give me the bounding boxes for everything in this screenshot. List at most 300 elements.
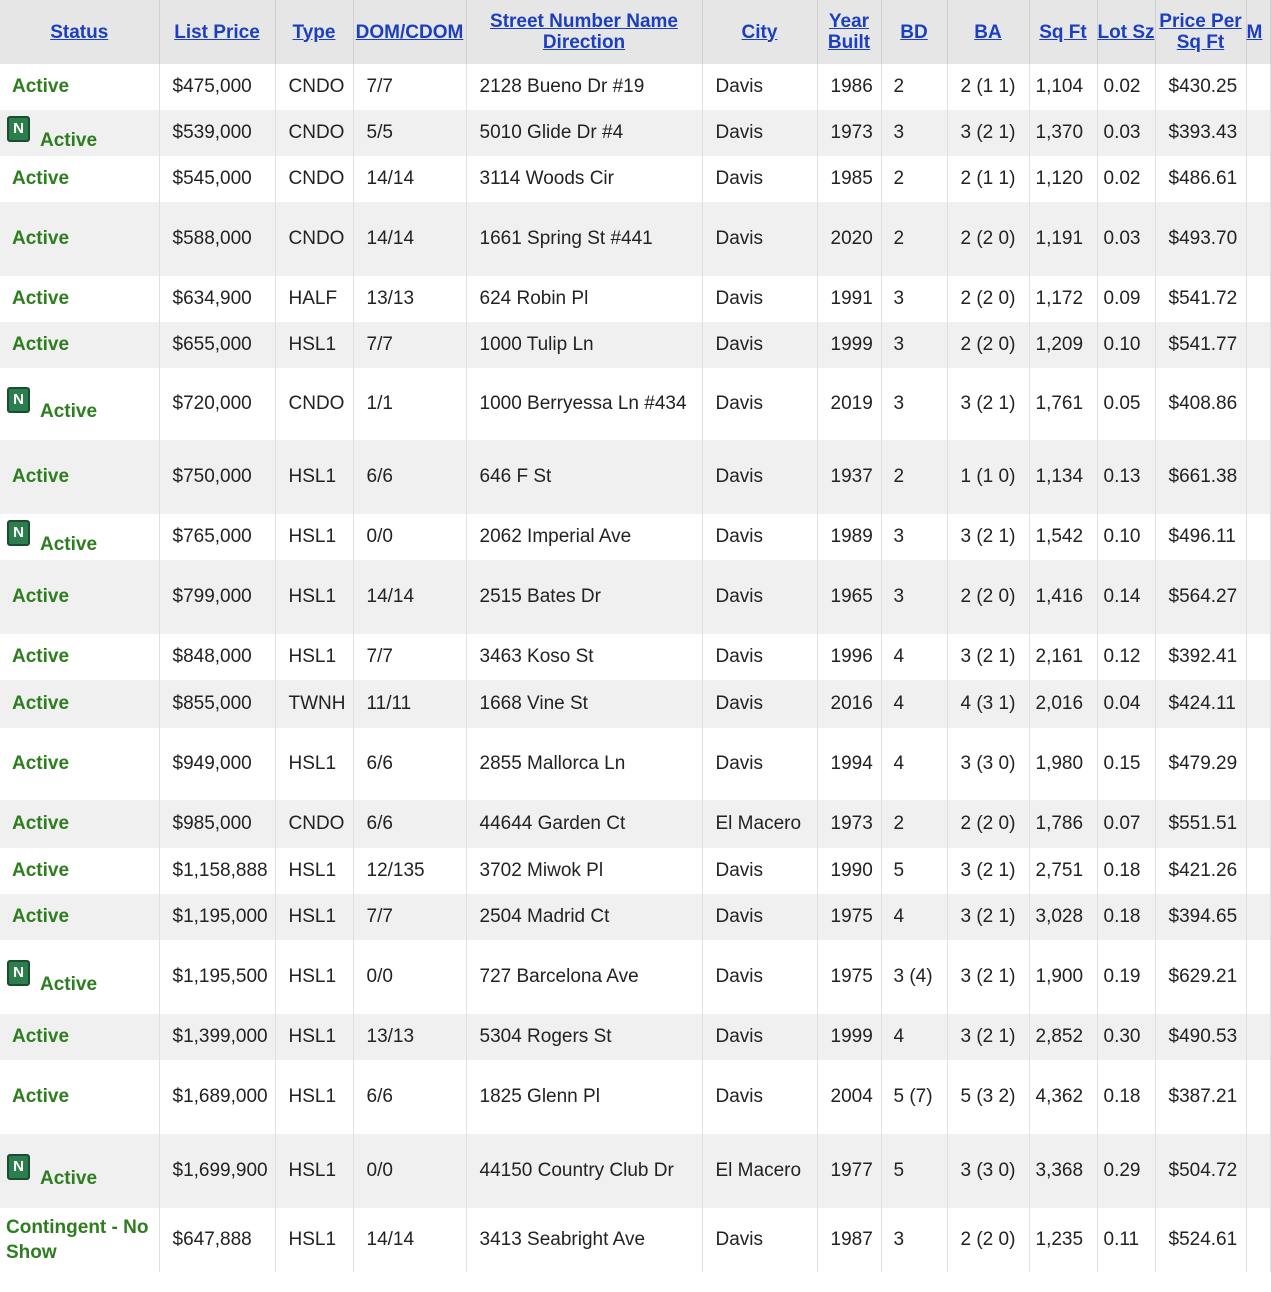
city-cell: Davis (702, 202, 817, 276)
list-price-cell: $1,158,888 (159, 848, 275, 894)
lot-size-cell: 0.18 (1097, 1060, 1155, 1134)
city-cell: Davis (702, 634, 817, 680)
table-row[interactable] (0, 848, 1270, 894)
type-cell: HSL1 (275, 1208, 353, 1272)
sort-ba-header[interactable]: BA (947, 0, 1029, 64)
city-cell: Davis (702, 728, 817, 800)
status-text: Active (40, 130, 98, 151)
status-cell (0, 560, 159, 634)
sort-status-header[interactable]: Status (0, 0, 159, 64)
ba-cell: 3 (2 1) (947, 514, 1029, 560)
status-text: Active (40, 401, 98, 422)
lot-size-cell: 0.18 (1097, 848, 1155, 894)
bd-cell: 3 (881, 514, 947, 560)
status-text: Active (12, 586, 70, 607)
type-cell: CNDO (275, 110, 353, 156)
street-address-cell: 44150 Country Club Dr (466, 1134, 702, 1208)
status-cell (0, 440, 159, 514)
street-address-cell: 727 Barcelona Ave (466, 940, 702, 1014)
extra-cell (1246, 156, 1270, 202)
ba-cell: 2 (2 0) (947, 276, 1029, 322)
year-built-cell: 2016 (817, 680, 881, 728)
bd-cell: 4 (881, 680, 947, 728)
table-row[interactable] (0, 1134, 1270, 1208)
dom-cell: 0/0 (353, 1134, 466, 1208)
status-text: Active (12, 168, 70, 189)
city-cell: Davis (702, 110, 817, 156)
lot-size-cell: 0.13 (1097, 440, 1155, 514)
bd-cell: 3 (881, 560, 947, 634)
year-built-cell: 1975 (817, 894, 881, 940)
year-built-cell: 1990 (817, 848, 881, 894)
status-text: Active (40, 534, 98, 555)
ba-cell: 1 (1 0) (947, 440, 1029, 514)
sqft-cell: 1,980 (1029, 728, 1097, 800)
extra-cell (1246, 64, 1270, 110)
table-row[interactable] (0, 156, 1270, 202)
price-per-sqft-cell: $392.41 (1155, 634, 1246, 680)
new-listing-badge-wrap (7, 1158, 98, 1189)
status-cell (0, 202, 159, 276)
dom-cell: 14/14 (353, 202, 466, 276)
list-price-cell: $475,000 (159, 64, 275, 110)
street-address-cell: 3463 Koso St (466, 634, 702, 680)
status-text: Active (12, 1086, 70, 1107)
price-per-sqft-cell: $629.21 (1155, 940, 1246, 1014)
dom-cell: 6/6 (353, 728, 466, 800)
price-per-sqft-cell: $387.21 (1155, 1060, 1246, 1134)
sort-street-header[interactable]: Street Number Name Direction (466, 0, 702, 64)
table-row[interactable] (0, 894, 1270, 940)
price-per-sqft-cell: $408.86 (1155, 368, 1246, 440)
extra-cell (1246, 276, 1270, 322)
ba-cell: 3 (2 1) (947, 368, 1029, 440)
city-cell: Davis (702, 894, 817, 940)
lot-size-cell: 0.02 (1097, 64, 1155, 110)
table-row[interactable] (0, 800, 1270, 848)
dom-cell: 13/13 (353, 1014, 466, 1060)
dom-cell: 6/6 (353, 1060, 466, 1134)
year-built-cell: 1937 (817, 440, 881, 514)
dom-cell: 6/6 (353, 440, 466, 514)
dom-cell: 0/0 (353, 514, 466, 560)
status-text: Contingent - No Show (6, 1217, 149, 1263)
type-cell: HSL1 (275, 1134, 353, 1208)
status-cell (0, 800, 159, 848)
bd-cell: 4 (881, 728, 947, 800)
new-listing-badge-wrap (7, 964, 98, 995)
year-built-cell: 2020 (817, 202, 881, 276)
sqft-cell: 1,120 (1029, 156, 1097, 202)
table-row[interactable] (0, 1208, 1270, 1272)
status-text: Active (12, 76, 70, 97)
type-cell: HSL1 (275, 634, 353, 680)
bd-cell: 2 (881, 800, 947, 848)
lot-size-cell: 0.30 (1097, 1014, 1155, 1060)
lot-size-cell: 0.04 (1097, 680, 1155, 728)
type-cell: CNDO (275, 368, 353, 440)
dom-cell: 14/14 (353, 1208, 466, 1272)
city-cell: Davis (702, 560, 817, 634)
lot-size-cell: 0.10 (1097, 322, 1155, 368)
ba-cell: 4 (3 1) (947, 680, 1029, 728)
status-cell (0, 110, 159, 156)
list-price-cell: $985,000 (159, 800, 275, 848)
ba-cell: 3 (3 0) (947, 728, 1029, 800)
sqft-cell: 1,235 (1029, 1208, 1097, 1272)
lot-size-cell: 0.03 (1097, 110, 1155, 156)
status-text: Active (12, 228, 70, 249)
street-address-cell: 1825 Glenn Pl (466, 1060, 702, 1134)
dom-cell: 14/14 (353, 156, 466, 202)
price-per-sqft-cell: $430.25 (1155, 64, 1246, 110)
table-row[interactable] (0, 322, 1270, 368)
ba-cell: 2 (2 0) (947, 800, 1029, 848)
bd-cell: 2 (881, 156, 947, 202)
bd-cell: 4 (881, 1014, 947, 1060)
dom-cell: 1/1 (353, 368, 466, 440)
table-row[interactable] (0, 1014, 1270, 1060)
table-row[interactable] (0, 110, 1270, 156)
city-cell: Davis (702, 440, 817, 514)
type-cell: HSL1 (275, 1014, 353, 1060)
dom-cell: 7/7 (353, 64, 466, 110)
type-cell: CNDO (275, 202, 353, 276)
dom-cell: 7/7 (353, 322, 466, 368)
list-price-cell: $655,000 (159, 322, 275, 368)
street-address-cell: 5304 Rogers St (466, 1014, 702, 1060)
type-cell: HSL1 (275, 1060, 353, 1134)
status-cell (0, 680, 159, 728)
sort-bd-header[interactable]: BD (881, 0, 947, 64)
street-address-cell: 2062 Imperial Ave (466, 514, 702, 560)
bd-cell: 3 (881, 276, 947, 322)
price-per-sqft-cell: $496.11 (1155, 514, 1246, 560)
status-text: Active (12, 813, 70, 834)
price-per-sqft-cell: $504.72 (1155, 1134, 1246, 1208)
street-address-cell: 624 Robin Pl (466, 276, 702, 322)
new-listing-icon: N (7, 387, 30, 413)
table-row[interactable] (0, 202, 1270, 276)
list-price-cell: $720,000 (159, 368, 275, 440)
extra-cell (1246, 368, 1270, 440)
lot-size-cell: 0.14 (1097, 560, 1155, 634)
status-text: Active (12, 1026, 70, 1047)
price-per-sqft-cell: $661.38 (1155, 440, 1246, 514)
bd-cell: 3 (881, 110, 947, 156)
extra-cell (1246, 202, 1270, 276)
city-cell: Davis (702, 940, 817, 1014)
table-row[interactable] (0, 680, 1270, 728)
status-cell (0, 368, 159, 440)
dom-cell: 11/11 (353, 680, 466, 728)
city-cell: Davis (702, 848, 817, 894)
lot-size-cell: 0.10 (1097, 514, 1155, 560)
year-built-cell: 1985 (817, 156, 881, 202)
extra-cell (1246, 940, 1270, 1014)
status-text: Active (12, 288, 70, 309)
status-text: Active (40, 1168, 98, 1189)
table-row[interactable] (0, 940, 1270, 1014)
extra-cell (1246, 1060, 1270, 1134)
sqft-cell: 1,416 (1029, 560, 1097, 634)
sort-sqft-header[interactable]: Sq Ft (1029, 0, 1097, 64)
table-row[interactable] (0, 440, 1270, 514)
ba-cell: 3 (2 1) (947, 940, 1029, 1014)
street-address-cell: 5010 Glide Dr #4 (466, 110, 702, 156)
lot-size-cell: 0.29 (1097, 1134, 1155, 1208)
price-per-sqft-cell: $541.77 (1155, 322, 1246, 368)
year-built-cell: 1999 (817, 322, 881, 368)
type-cell: HSL1 (275, 514, 353, 560)
lot-size-cell: 0.18 (1097, 894, 1155, 940)
list-price-cell: $1,195,000 (159, 894, 275, 940)
extra-cell (1246, 634, 1270, 680)
city-cell: Davis (702, 368, 817, 440)
dom-cell: 7/7 (353, 634, 466, 680)
extra-cell (1246, 848, 1270, 894)
status-text: Active (12, 646, 70, 667)
extra-cell (1246, 110, 1270, 156)
sort-extra-header[interactable]: M (1246, 0, 1270, 64)
city-cell: Davis (702, 514, 817, 560)
sqft-cell: 2,161 (1029, 634, 1097, 680)
list-price-cell: $647,888 (159, 1208, 275, 1272)
sqft-cell: 1,542 (1029, 514, 1097, 560)
street-address-cell: 2504 Madrid Ct (466, 894, 702, 940)
new-listing-badge-wrap (7, 391, 98, 422)
table-row[interactable] (0, 1060, 1270, 1134)
sort-year-built-header[interactable]: Year Built (817, 0, 881, 64)
year-built-cell: 1975 (817, 940, 881, 1014)
year-built-cell: 1987 (817, 1208, 881, 1272)
type-cell: HSL1 (275, 322, 353, 368)
status-cell (0, 634, 159, 680)
city-cell: Davis (702, 322, 817, 368)
extra-cell (1246, 440, 1270, 514)
list-price-cell: $539,000 (159, 110, 275, 156)
lot-size-cell: 0.03 (1097, 202, 1155, 276)
sort-type-header[interactable]: Type (275, 0, 353, 64)
list-price-cell: $949,000 (159, 728, 275, 800)
ba-cell: 2 (2 0) (947, 202, 1029, 276)
ba-cell: 2 (2 0) (947, 560, 1029, 634)
lot-size-cell: 0.15 (1097, 728, 1155, 800)
status-text: Active (40, 974, 98, 995)
lot-size-cell: 0.09 (1097, 276, 1155, 322)
sort-list-price-header[interactable]: List Price (159, 0, 275, 64)
new-listing-icon: N (7, 1154, 30, 1180)
table-row[interactable] (0, 560, 1270, 634)
price-per-sqft-cell: $551.51 (1155, 800, 1246, 848)
lot-size-cell: 0.19 (1097, 940, 1155, 1014)
extra-cell (1246, 680, 1270, 728)
list-price-cell: $588,000 (159, 202, 275, 276)
bd-cell: 3 (4) (881, 940, 947, 1014)
city-cell: Davis (702, 276, 817, 322)
bd-cell: 2 (881, 440, 947, 514)
price-per-sqft-cell: $493.70 (1155, 202, 1246, 276)
sqft-cell: 2,016 (1029, 680, 1097, 728)
city-cell: Davis (702, 1014, 817, 1060)
sqft-cell: 4,362 (1029, 1060, 1097, 1134)
list-price-cell: $1,689,000 (159, 1060, 275, 1134)
status-text: Active (12, 693, 70, 714)
ba-cell: 3 (2 1) (947, 894, 1029, 940)
city-cell: El Macero (702, 800, 817, 848)
year-built-cell: 1989 (817, 514, 881, 560)
city-cell: Davis (702, 64, 817, 110)
extra-cell (1246, 1014, 1270, 1060)
list-price-cell: $545,000 (159, 156, 275, 202)
bd-cell: 3 (881, 368, 947, 440)
table-row[interactable] (0, 728, 1270, 800)
street-address-cell: 2855 Mallorca Ln (466, 728, 702, 800)
extra-cell (1246, 322, 1270, 368)
price-per-sqft-cell: $421.26 (1155, 848, 1246, 894)
extra-cell (1246, 894, 1270, 940)
street-address-cell: 3702 Miwok Pl (466, 848, 702, 894)
list-price-cell: $855,000 (159, 680, 275, 728)
status-cell (0, 276, 159, 322)
street-address-cell: 44644 Garden Ct (466, 800, 702, 848)
status-text: Active (12, 753, 70, 774)
bd-cell: 5 (881, 848, 947, 894)
type-cell: TWNH (275, 680, 353, 728)
lot-size-cell: 0.02 (1097, 156, 1155, 202)
dom-cell: 6/6 (353, 800, 466, 848)
extra-cell (1246, 800, 1270, 848)
ba-cell: 2 (2 0) (947, 322, 1029, 368)
bd-cell: 2 (881, 202, 947, 276)
extra-cell (1246, 514, 1270, 560)
new-listing-badge-wrap (7, 120, 98, 151)
dom-cell: 0/0 (353, 940, 466, 1014)
lot-size-cell: 0.07 (1097, 800, 1155, 848)
price-per-sqft-cell: $424.11 (1155, 680, 1246, 728)
price-per-sqft-cell: $490.53 (1155, 1014, 1246, 1060)
type-cell: CNDO (275, 64, 353, 110)
new-listing-badge-wrap (7, 524, 98, 555)
ba-cell: 3 (2 1) (947, 848, 1029, 894)
year-built-cell: 1965 (817, 560, 881, 634)
city-cell: Davis (702, 1208, 817, 1272)
header-row (0, 0, 1270, 64)
table-row[interactable] (0, 64, 1270, 110)
sort-city-header[interactable]: City (702, 0, 817, 64)
status-cell (0, 894, 159, 940)
list-price-cell: $765,000 (159, 514, 275, 560)
type-cell: HSL1 (275, 560, 353, 634)
status-cell (0, 1014, 159, 1060)
new-listing-icon: N (7, 520, 30, 546)
price-per-sqft-cell: $393.43 (1155, 110, 1246, 156)
dom-cell: 13/13 (353, 276, 466, 322)
year-built-cell: 1973 (817, 800, 881, 848)
ba-cell: 2 (1 1) (947, 156, 1029, 202)
city-cell: Davis (702, 680, 817, 728)
extra-cell (1246, 1134, 1270, 1208)
year-built-cell: 1996 (817, 634, 881, 680)
status-text: Active (12, 466, 70, 487)
sort-lot-size-header[interactable]: Lot Sz (1097, 0, 1155, 64)
bd-cell: 3 (881, 1208, 947, 1272)
street-address-cell: 2128 Bueno Dr #19 (466, 64, 702, 110)
price-per-sqft-cell: $564.27 (1155, 560, 1246, 634)
ba-cell: 2 (2 0) (947, 1208, 1029, 1272)
ba-cell: 3 (2 1) (947, 634, 1029, 680)
sqft-cell: 3,028 (1029, 894, 1097, 940)
price-per-sqft-cell: $486.61 (1155, 156, 1246, 202)
table-row[interactable] (0, 634, 1270, 680)
sqft-cell: 1,900 (1029, 940, 1097, 1014)
type-cell: CNDO (275, 156, 353, 202)
list-price-cell: $848,000 (159, 634, 275, 680)
ba-cell: 2 (1 1) (947, 64, 1029, 110)
table-row[interactable] (0, 368, 1270, 440)
street-address-cell: 2515 Bates Dr (466, 560, 702, 634)
new-listing-icon: N (7, 116, 30, 142)
bd-cell: 2 (881, 64, 947, 110)
status-text: Active (12, 906, 70, 927)
status-text: Active (12, 334, 70, 355)
sort-dom-header[interactable]: DOM/CDOM (353, 0, 466, 64)
extra-cell (1246, 560, 1270, 634)
ba-cell: 3 (3 0) (947, 1134, 1029, 1208)
bd-cell: 4 (881, 634, 947, 680)
sqft-cell: 1,191 (1029, 202, 1097, 276)
street-address-cell: 1661 Spring St #441 (466, 202, 702, 276)
extra-cell (1246, 728, 1270, 800)
type-cell: HSL1 (275, 894, 353, 940)
dom-cell: 5/5 (353, 110, 466, 156)
year-built-cell: 1994 (817, 728, 881, 800)
status-cell (0, 1060, 159, 1134)
year-built-cell: 1986 (817, 64, 881, 110)
type-cell: HSL1 (275, 940, 353, 1014)
ba-cell: 3 (2 1) (947, 1014, 1029, 1060)
sqft-cell: 1,209 (1029, 322, 1097, 368)
table-row[interactable] (0, 514, 1270, 560)
bd-cell: 4 (881, 894, 947, 940)
bd-cell: 5 (881, 1134, 947, 1208)
ba-cell: 5 (3 2) (947, 1060, 1029, 1134)
street-address-cell: 3114 Woods Cir (466, 156, 702, 202)
status-cell (0, 848, 159, 894)
year-built-cell: 1999 (817, 1014, 881, 1060)
list-price-cell: $1,399,000 (159, 1014, 275, 1060)
extra-cell (1246, 1208, 1270, 1272)
street-address-cell: 3413 Seabright Ave (466, 1208, 702, 1272)
list-price-cell: $1,699,900 (159, 1134, 275, 1208)
ba-cell: 3 (2 1) (947, 110, 1029, 156)
table-row[interactable] (0, 276, 1270, 322)
sqft-cell: 2,852 (1029, 1014, 1097, 1060)
status-cell (0, 156, 159, 202)
street-address-cell: 1000 Tulip Ln (466, 322, 702, 368)
street-address-cell: 1668 Vine St (466, 680, 702, 728)
price-per-sqft-cell: $479.29 (1155, 728, 1246, 800)
dom-cell: 12/135 (353, 848, 466, 894)
sqft-cell: 1,786 (1029, 800, 1097, 848)
type-cell: CNDO (275, 800, 353, 848)
dom-cell: 14/14 (353, 560, 466, 634)
list-price-cell: $634,900 (159, 276, 275, 322)
sqft-cell: 1,172 (1029, 276, 1097, 322)
list-price-cell: $1,195,500 (159, 940, 275, 1014)
sort-price-per-sqft-header[interactable]: Price Per Sq Ft (1155, 0, 1246, 64)
type-cell: HSL1 (275, 728, 353, 800)
